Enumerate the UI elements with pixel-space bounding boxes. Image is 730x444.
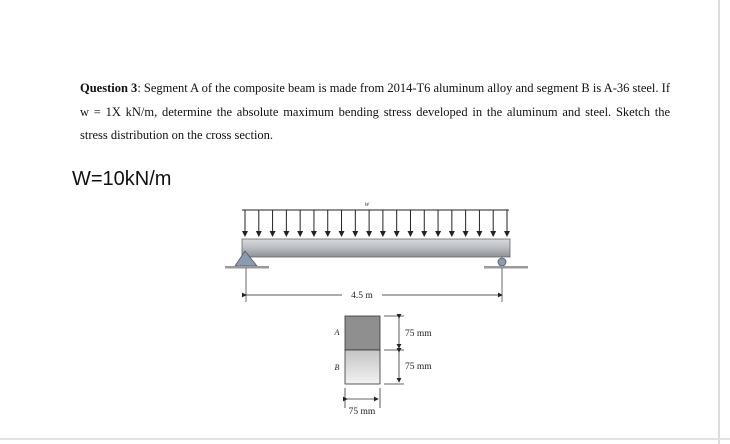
beam [242, 239, 510, 257]
question-label: Question 3 [80, 81, 138, 95]
segment-a-label: A [334, 328, 340, 337]
question-body: Segment A of the composite beam is made from 2014-T6 aluminum alloy and segment B is A-36 steel. If w = 1X kN/m, determine the absolute maximum bending stress developed in the aluminum and steel. Sketch the stress distribution on the cross section. [80, 81, 670, 142]
height-a-label: 75 mm [405, 329, 432, 339]
height-dimensions [384, 316, 404, 384]
segment-b-steel [345, 350, 380, 384]
pin-support-left [225, 251, 269, 302]
width-dimension [345, 388, 380, 408]
handwritten-load-note: W=10kN/m [72, 168, 172, 190]
segment-b-label: B [334, 363, 340, 372]
height-b-label: 75 mm [405, 362, 432, 372]
segment-a-aluminum [345, 316, 380, 350]
question-separator: : [137, 81, 144, 95]
width-label: 75 mm [348, 407, 376, 417]
distributed-load-arrows [242, 210, 509, 236]
span-label: 4.5 m [351, 291, 373, 301]
load-symbol: w [364, 200, 370, 208]
